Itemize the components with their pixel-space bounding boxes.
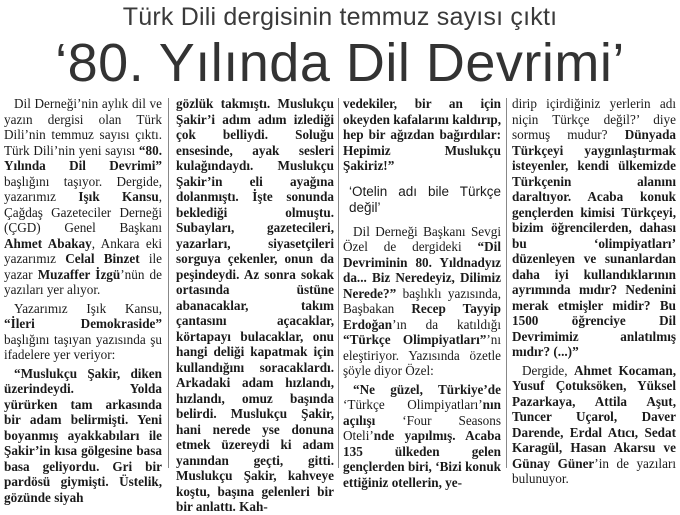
column-rule xyxy=(338,98,339,468)
quote-paragraph: vedekiler, bir an için okeyden kafalarını kaldırıp, hep bir ağızdan bağırdılar: Hepimiz Muslukçu Şakiriz!” xyxy=(343,96,501,173)
paragraph: Yazarımız Işık Kansu, “İleri Demokraside” başlığını taşıyan yazısında şu ifadelere yer veriyor: xyxy=(4,300,162,362)
paragraph: Dil Derneği Başkanı Sevgi Özel de dergideki “Dil Devriminin 80. Yıldnadyız da... Biz Neredeyiz, Dilimiz Nerede?” başlıklı yazısında, Başbakan Recep Tayyip Erdoğan’ın da katıldığı “Türkçe Olimpiyatları”’nı eleştiriyor. Yazısında özetle şöyle diyor Özel: xyxy=(343,223,501,378)
column-3 xyxy=(343,96,501,490)
column-rule xyxy=(168,98,169,468)
quote-paragraph: “Ne güzel, Türkiye’de ‘Türkçe Olimpiyatları’nın açılışı ‘Four Seasons Oteli’nde yapılmış. Acaba 135 ülkeden gelen gençlerden biri, ‘Bizi konuk ettiğiniz otellerin, ye- xyxy=(343,381,501,490)
quote-paragraph: gözlük takmıştı. Muslukçu Şakir’i adım adım izlediği çok belliydi. Soluğu ensesinde, ayak sesleri kulağındaydı. Muslukçu Şakir’in eli ayağına dolanmıştı. İşte sonunda beklediği olmuştu. Subayları, gazetecileri, yazarları, siyasetçileri sorguya çekenler, onun da peşindeydi. Az sonra sokak ortasında üstüne abanacaklar, takım çantasını açacaklar, körtapayı bulacaklar, onu hangi deliği kapatmak için kullandığını soracaklardı. Arkadaki adam hızlandı, hızlandı, omuz başında belirdi. Muslukçu Şakir, hani nerede yse donuna etmek üzereydi ki adam yanından geçti, gitti. Muslukçu Şakir, kahveye koştu, başına gelenleri bir bir anlattı. Kah- xyxy=(176,96,334,514)
quote-paragraph: dirip içirdiğiniz yerlerin adı niçin Türkçe değil?’ diye sormuş mudur? Dünyada Türkçeyi yaygınlaştırmak isteyenler, kendi ülkemizde Türkçenin alanını daraltıyor. Acaba konuk gençlerden kimisi Türkçeyi, bizim öğrencilerden, dahası bu ‘olimpiyatları’ düzenleyen ve sunanlardan daha iyi kullandıklarının ayrımında mıdır? Nedenini merak etmişler midir? Bu 1500 öğrenciye Dil Devrimimiz anlatılmış mıdır? (...)” xyxy=(512,96,677,359)
column-1 xyxy=(4,96,163,505)
column-4 xyxy=(512,96,677,486)
paragraph: Dergide, Ahmet Kocaman, Yusuf Çotuksöken, Yüksel Pazarkaya, Attila Aşut, Tuncer Uçarol, Daver Darende, Erdal Atıcı, Sedat Karagül, Hasan Akarsu ve Günay Güner’in de yazıları bulunuyor. xyxy=(512,362,677,486)
headline: ‘80. Yılında Dil Devrimi’ xyxy=(55,33,625,93)
paragraph: Dil Derneği’nin aylık dil ve yazın dergisi olan Türk Dili’nin temmuz sayısı çıktı. Türk Dili’nin yeni sayısı “80. Yılında Dil Devrimi” başlığını taşıyor. Dergide, yazarımız Işık Kansu, Çağdaş Gazeteciler Derneği (ÇGD) Genel Başkanı Ahmet Abakay, Ankara eki yazarımız Celal Binzet ile yazar Muzaffer İzgü’nün de yazıları yer alıyor. xyxy=(4,96,163,297)
quote-paragraph: “Muslukçu Şakir, diken üzerindeydi. Yolda yürürken tam arkasında bir adam belirmişti. Yeni boyanmış ayakkabıları ile Şakir’in kısa gölgesine basa basa geliyordu. Gri bir pardösü giymişti. Üstelik, gözünde siyah xyxy=(4,365,162,505)
column-rule xyxy=(506,98,507,468)
subheading: ‘Otelin adı bile Türkçe değil’ xyxy=(349,183,501,215)
kicker: Türk Dili dergisinin temmuz sayısı çıktı xyxy=(122,3,558,31)
column-2 xyxy=(176,96,334,514)
